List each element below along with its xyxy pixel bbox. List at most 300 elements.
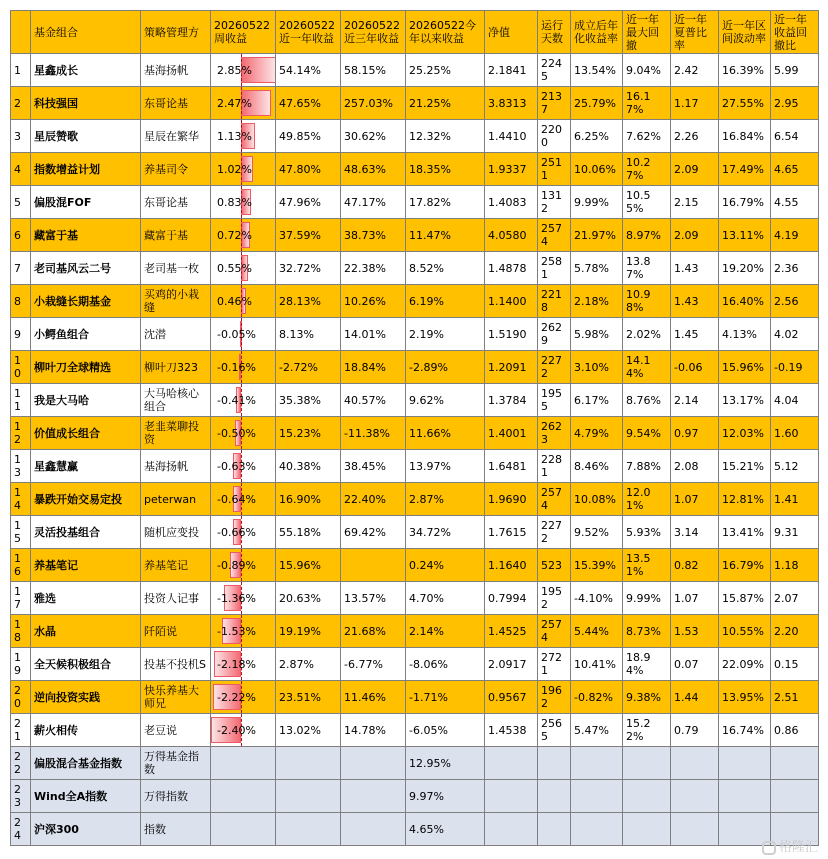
cell-weekly-return xyxy=(211,780,276,813)
cell-3y-return xyxy=(341,780,406,813)
cell-max-drawdown: 9.99% xyxy=(623,582,671,615)
cell-max-drawdown xyxy=(623,780,671,813)
cell-3y-return: -6.77% xyxy=(341,648,406,681)
cell-index: 24 xyxy=(11,813,31,846)
benchmark-row xyxy=(11,813,819,846)
cell-ytd-return: 2.14% xyxy=(406,615,485,648)
cell-sharpe: 1.07 xyxy=(671,582,719,615)
cell-ytd-return: 2.87% xyxy=(406,483,485,516)
cell-3y-return: 11.46% xyxy=(341,681,406,714)
header-annualized: 成立后年化收益率 xyxy=(571,11,623,54)
cell-sharpe: 2.09 xyxy=(671,219,719,252)
cell-sharpe: 0.82 xyxy=(671,549,719,582)
cell-volatility: 13.11% xyxy=(719,219,771,252)
table-row xyxy=(11,219,819,252)
cell-return-drawdown: 9.31 xyxy=(771,516,819,549)
header-index xyxy=(11,11,31,54)
cell-1y-return: 13.02% xyxy=(276,714,341,747)
cell-sharpe: 2.14 xyxy=(671,384,719,417)
cell-3y-return: 30.62% xyxy=(341,120,406,153)
cell-return-drawdown: -0.19 xyxy=(771,351,819,384)
cell-ytd-return: 11.47% xyxy=(406,219,485,252)
cell-fund-name: 星鑫慧赢 xyxy=(31,450,141,483)
header-row xyxy=(11,11,819,54)
cell-fund-name: 小栽缝长期基金 xyxy=(31,285,141,318)
cell-nav: 1.4538 xyxy=(485,714,538,747)
cell-annualized: 21.97% xyxy=(571,219,623,252)
cell-weekly-return xyxy=(211,219,276,252)
cell-1y-return: 32.72% xyxy=(276,252,341,285)
cell-3y-return xyxy=(341,813,406,846)
cell-ytd-return: 25.25% xyxy=(406,54,485,87)
watermark-text: 格隆汇 xyxy=(778,840,818,855)
cell-manager: 基海扬帆 xyxy=(141,54,211,87)
cell-volatility xyxy=(719,780,771,813)
cell-return-drawdown: 6.54 xyxy=(771,120,819,153)
cell-sharpe: -0.06 xyxy=(671,351,719,384)
cell-fund-name: 星辰赞歌 xyxy=(31,120,141,153)
cell-manager: 买鸡的小栽缝 xyxy=(141,285,211,318)
cell-days: 2245 xyxy=(538,54,571,87)
cell-3y-return: 18.84% xyxy=(341,351,406,384)
cell-3y-return: 21.68% xyxy=(341,615,406,648)
cell-annualized: 9.99% xyxy=(571,186,623,219)
fund-portfolio-table xyxy=(10,10,819,846)
cell-nav: 1.4001 xyxy=(485,417,538,450)
cell-sharpe: 2.09 xyxy=(671,153,719,186)
cell-1y-return: 20.63% xyxy=(276,582,341,615)
cell-weekly-return xyxy=(211,417,276,450)
cell-manager: 养基司令 xyxy=(141,153,211,186)
cell-weekly-return xyxy=(211,450,276,483)
cell-1y-return: 2.87% xyxy=(276,648,341,681)
cell-1y-return: 55.18% xyxy=(276,516,341,549)
cell-max-drawdown xyxy=(623,813,671,846)
table-row xyxy=(11,318,819,351)
cell-ytd-return: 18.35% xyxy=(406,153,485,186)
cell-ytd-return: -1.71% xyxy=(406,681,485,714)
cell-max-drawdown: 9.54% xyxy=(623,417,671,450)
cell-max-drawdown: 14.14% xyxy=(623,351,671,384)
cell-manager: 基海扬帆 xyxy=(141,450,211,483)
weekly-return-value: 2.47% xyxy=(217,96,252,110)
weekly-return-value: -2.40% xyxy=(217,723,256,737)
cell-days: 1962 xyxy=(538,681,571,714)
table-row xyxy=(11,54,819,87)
cell-annualized: 25.79% xyxy=(571,87,623,120)
cell-sharpe: 2.08 xyxy=(671,450,719,483)
weekly-return-value: 0.46% xyxy=(217,294,252,308)
cell-max-drawdown: 16.17% xyxy=(623,87,671,120)
cell-sharpe: 3.14 xyxy=(671,516,719,549)
cell-days: 2565 xyxy=(538,714,571,747)
cell-weekly-return xyxy=(211,54,276,87)
weekly-return-value: 1.02% xyxy=(217,162,252,176)
cell-max-drawdown: 9.38% xyxy=(623,681,671,714)
cell-volatility: 16.40% xyxy=(719,285,771,318)
cell-3y-return: 14.01% xyxy=(341,318,406,351)
cell-days: 2574 xyxy=(538,219,571,252)
cell-annualized: 5.44% xyxy=(571,615,623,648)
cell-nav: 3.8313 xyxy=(485,87,538,120)
cell-volatility: 13.41% xyxy=(719,516,771,549)
cell-3y-return: 40.57% xyxy=(341,384,406,417)
cell-max-drawdown: 13.51% xyxy=(623,549,671,582)
cell-days: 1312 xyxy=(538,186,571,219)
cell-manager: 指数 xyxy=(141,813,211,846)
cell-annualized: 5.98% xyxy=(571,318,623,351)
cell-index: 18 xyxy=(11,615,31,648)
cell-1y-return: 54.14% xyxy=(276,54,341,87)
cell-fund-name: 科技强国 xyxy=(31,87,141,120)
cell-3y-return: 69.42% xyxy=(341,516,406,549)
cell-volatility: 15.96% xyxy=(719,351,771,384)
cell-index: 2 xyxy=(11,87,31,120)
cell-nav: 1.9690 xyxy=(485,483,538,516)
cell-nav: 4.0580 xyxy=(485,219,538,252)
cell-ytd-return: 13.97% xyxy=(406,450,485,483)
cell-3y-return: 48.63% xyxy=(341,153,406,186)
cell-weekly-return xyxy=(211,615,276,648)
cell-manager: 柳叶刀323 xyxy=(141,351,211,384)
cell-1y-return: 47.80% xyxy=(276,153,341,186)
header-weekly-return: 20260522周收益 xyxy=(211,11,276,54)
cell-sharpe: 0.97 xyxy=(671,417,719,450)
cell-nav: 1.1400 xyxy=(485,285,538,318)
header-return-drawdown: 近一年收益回撤比 xyxy=(771,11,819,54)
cell-nav: 0.7994 xyxy=(485,582,538,615)
table-row xyxy=(11,120,819,153)
cell-volatility: 16.79% xyxy=(719,549,771,582)
header-nav: 净值 xyxy=(485,11,538,54)
cell-index: 20 xyxy=(11,681,31,714)
cell-annualized: 5.78% xyxy=(571,252,623,285)
cell-return-drawdown: 2.20 xyxy=(771,615,819,648)
cell-annualized xyxy=(571,780,623,813)
cell-nav: 1.4525 xyxy=(485,615,538,648)
cell-fund-name: 星鑫成长 xyxy=(31,54,141,87)
header-max-drawdown: 近一年最大回撤 xyxy=(623,11,671,54)
cell-return-drawdown: 4.02 xyxy=(771,318,819,351)
cell-ytd-return: 17.82% xyxy=(406,186,485,219)
header-sharpe: 近一年夏普比率 xyxy=(671,11,719,54)
cell-return-drawdown: 1.41 xyxy=(771,483,819,516)
cell-nav: 1.4083 xyxy=(485,186,538,219)
cell-fund-name: 雅选 xyxy=(31,582,141,615)
cell-return-drawdown: 2.95 xyxy=(771,87,819,120)
cell-weekly-return xyxy=(211,648,276,681)
cell-1y-return: 40.38% xyxy=(276,450,341,483)
cell-return-drawdown: 2.51 xyxy=(771,681,819,714)
weekly-return-value: -0.89% xyxy=(217,558,256,572)
cell-weekly-return xyxy=(211,582,276,615)
table-row xyxy=(11,351,819,384)
cell-volatility: 16.79% xyxy=(719,186,771,219)
cell-volatility: 19.20% xyxy=(719,252,771,285)
cell-days xyxy=(538,813,571,846)
cell-1y-return: 28.13% xyxy=(276,285,341,318)
cell-volatility: 15.21% xyxy=(719,450,771,483)
table-row xyxy=(11,450,819,483)
cell-ytd-return: 21.25% xyxy=(406,87,485,120)
cell-days: 2218 xyxy=(538,285,571,318)
cell-annualized: -4.10% xyxy=(571,582,623,615)
cell-nav: 0.9567 xyxy=(485,681,538,714)
cell-1y-return: 15.96% xyxy=(276,549,341,582)
cell-ytd-return: 9.97% xyxy=(406,780,485,813)
cell-index: 9 xyxy=(11,318,31,351)
cell-fund-name: 藏富于基 xyxy=(31,219,141,252)
cell-weekly-return xyxy=(211,186,276,219)
cell-index: 10 xyxy=(11,351,31,384)
weekly-return-value: 2.85% xyxy=(217,63,252,77)
cell-max-drawdown: 7.88% xyxy=(623,450,671,483)
cell-volatility: 13.95% xyxy=(719,681,771,714)
cell-volatility: 16.74% xyxy=(719,714,771,747)
cell-index: 5 xyxy=(11,186,31,219)
table-body xyxy=(11,54,819,846)
table-row xyxy=(11,384,819,417)
cell-manager: 养基笔记 xyxy=(141,549,211,582)
cell-weekly-return xyxy=(211,681,276,714)
cell-volatility: 16.84% xyxy=(719,120,771,153)
cell-return-drawdown xyxy=(771,747,819,780)
cell-manager: 东哥论基 xyxy=(141,186,211,219)
cell-index: 7 xyxy=(11,252,31,285)
weekly-return-value: -1.53% xyxy=(217,624,256,638)
cell-volatility: 15.87% xyxy=(719,582,771,615)
cell-3y-return: -11.38% xyxy=(341,417,406,450)
cell-3y-return xyxy=(341,549,406,582)
cell-max-drawdown: 5.93% xyxy=(623,516,671,549)
cell-weekly-return xyxy=(211,516,276,549)
cell-max-drawdown: 13.87% xyxy=(623,252,671,285)
cell-volatility: 13.17% xyxy=(719,384,771,417)
cell-return-drawdown: 1.60 xyxy=(771,417,819,450)
cell-fund-name: 全天候积极组合 xyxy=(31,648,141,681)
cell-1y-return: 19.19% xyxy=(276,615,341,648)
table-row xyxy=(11,87,819,120)
cell-index: 8 xyxy=(11,285,31,318)
cell-weekly-return xyxy=(211,813,276,846)
cell-weekly-return xyxy=(211,747,276,780)
cell-sharpe: 0.79 xyxy=(671,714,719,747)
cell-ytd-return: 12.95% xyxy=(406,747,485,780)
table-row xyxy=(11,252,819,285)
cell-3y-return: 14.78% xyxy=(341,714,406,747)
cell-max-drawdown: 7.62% xyxy=(623,120,671,153)
cell-manager: 藏富于基 xyxy=(141,219,211,252)
cell-days xyxy=(538,780,571,813)
cell-max-drawdown: 12.01% xyxy=(623,483,671,516)
cell-max-drawdown: 10.55% xyxy=(623,186,671,219)
cell-manager: 老司基一枚 xyxy=(141,252,211,285)
weekly-return-value: -0.16% xyxy=(217,360,256,374)
cell-fund-name: 养基笔记 xyxy=(31,549,141,582)
cell-return-drawdown: 4.55 xyxy=(771,186,819,219)
benchmark-row xyxy=(11,780,819,813)
cell-3y-return: 47.17% xyxy=(341,186,406,219)
cell-1y-return: 37.59% xyxy=(276,219,341,252)
table-row xyxy=(11,285,819,318)
cell-index: 4 xyxy=(11,153,31,186)
weekly-return-value: -0.64% xyxy=(217,492,256,506)
cell-ytd-return: -6.05% xyxy=(406,714,485,747)
cell-annualized: 2.18% xyxy=(571,285,623,318)
cell-volatility xyxy=(719,747,771,780)
cell-max-drawdown: 18.94% xyxy=(623,648,671,681)
cell-days: 1955 xyxy=(538,384,571,417)
cell-index: 6 xyxy=(11,219,31,252)
weekly-return-value: -0.66% xyxy=(217,525,256,539)
cell-index: 19 xyxy=(11,648,31,681)
cell-max-drawdown: 8.73% xyxy=(623,615,671,648)
cell-fund-name: 指数增益计划 xyxy=(31,153,141,186)
cell-sharpe: 1.44 xyxy=(671,681,719,714)
cell-max-drawdown: 8.76% xyxy=(623,384,671,417)
cell-index: 21 xyxy=(11,714,31,747)
cell-annualized: 15.39% xyxy=(571,549,623,582)
header-fund: 基金组合 xyxy=(31,11,141,54)
cell-return-drawdown: 2.56 xyxy=(771,285,819,318)
cell-manager: 投资人记事 xyxy=(141,582,211,615)
cell-ytd-return: 0.24% xyxy=(406,549,485,582)
cell-manager: 东哥论基 xyxy=(141,87,211,120)
header-manager: 策略管理方 xyxy=(141,11,211,54)
weekly-return-value: -1.36% xyxy=(217,591,256,605)
cell-nav: 1.1640 xyxy=(485,549,538,582)
cell-nav: 2.0917 xyxy=(485,648,538,681)
table-row xyxy=(11,714,819,747)
cell-fund-name: 逆向投资实践 xyxy=(31,681,141,714)
cell-sharpe: 1.17 xyxy=(671,87,719,120)
weekly-return-value: -0.50% xyxy=(217,426,256,440)
cell-volatility: 10.55% xyxy=(719,615,771,648)
cell-nav: 1.3784 xyxy=(485,384,538,417)
cell-weekly-return xyxy=(211,351,276,384)
cell-3y-return: 22.38% xyxy=(341,252,406,285)
cell-index: 22 xyxy=(11,747,31,780)
cell-weekly-return xyxy=(211,714,276,747)
cell-nav: 1.4410 xyxy=(485,120,538,153)
cell-1y-return: -2.72% xyxy=(276,351,341,384)
cell-ytd-return: 8.52% xyxy=(406,252,485,285)
cell-sharpe xyxy=(671,813,719,846)
cell-return-drawdown: 4.19 xyxy=(771,219,819,252)
cell-max-drawdown: 10.27% xyxy=(623,153,671,186)
cell-days: 2511 xyxy=(538,153,571,186)
cell-manager: 万得基金指数 xyxy=(141,747,211,780)
weekly-return-value: 0.83% xyxy=(217,195,252,209)
cell-annualized: 13.54% xyxy=(571,54,623,87)
cell-volatility: 27.55% xyxy=(719,87,771,120)
cell-manager: 万得指数 xyxy=(141,780,211,813)
cell-days: 2200 xyxy=(538,120,571,153)
cell-1y-return: 15.23% xyxy=(276,417,341,450)
cell-3y-return: 10.26% xyxy=(341,285,406,318)
cell-index: 16 xyxy=(11,549,31,582)
cell-annualized: 10.08% xyxy=(571,483,623,516)
cell-index: 3 xyxy=(11,120,31,153)
cell-annualized xyxy=(571,813,623,846)
cell-fund-name: 沪深300 xyxy=(31,813,141,846)
cell-return-drawdown: 5.12 xyxy=(771,450,819,483)
cell-days: 2574 xyxy=(538,615,571,648)
cell-sharpe: 2.42 xyxy=(671,54,719,87)
cell-volatility: 22.09% xyxy=(719,648,771,681)
table-row xyxy=(11,186,819,219)
cell-ytd-return: 12.32% xyxy=(406,120,485,153)
cell-volatility: 17.49% xyxy=(719,153,771,186)
weekly-return-value: 1.13% xyxy=(217,129,252,143)
cell-1y-return: 23.51% xyxy=(276,681,341,714)
cell-volatility: 12.03% xyxy=(719,417,771,450)
cell-annualized: 10.06% xyxy=(571,153,623,186)
cell-manager: 沈潜 xyxy=(141,318,211,351)
cell-nav xyxy=(485,747,538,780)
cell-weekly-return xyxy=(211,384,276,417)
cell-3y-return xyxy=(341,747,406,780)
table-row xyxy=(11,153,819,186)
cell-weekly-return xyxy=(211,549,276,582)
cell-index: 1 xyxy=(11,54,31,87)
cell-manager: 老韭菜聊投资 xyxy=(141,417,211,450)
cell-index: 13 xyxy=(11,450,31,483)
cell-return-drawdown: 2.36 xyxy=(771,252,819,285)
header-volatility: 近一年区间波动率 xyxy=(719,11,771,54)
cell-fund-name: Wind全A指数 xyxy=(31,780,141,813)
cell-ytd-return: 6.19% xyxy=(406,285,485,318)
cell-sharpe: 1.43 xyxy=(671,285,719,318)
cell-3y-return: 38.73% xyxy=(341,219,406,252)
cell-weekly-return xyxy=(211,120,276,153)
cell-volatility: 16.39% xyxy=(719,54,771,87)
cell-return-drawdown: 1.18 xyxy=(771,549,819,582)
cell-3y-return: 22.40% xyxy=(341,483,406,516)
cell-weekly-return xyxy=(211,252,276,285)
gelonghui-logo-icon xyxy=(762,841,776,855)
cell-manager: 星辰在繁华 xyxy=(141,120,211,153)
cell-annualized xyxy=(571,747,623,780)
cell-1y-return: 49.85% xyxy=(276,120,341,153)
cell-annualized: 6.25% xyxy=(571,120,623,153)
cell-return-drawdown: 2.07 xyxy=(771,582,819,615)
cell-fund-name: 暴跌开始交易定投 xyxy=(31,483,141,516)
cell-nav: 1.7615 xyxy=(485,516,538,549)
table-row xyxy=(11,483,819,516)
cell-1y-return: 35.38% xyxy=(276,384,341,417)
cell-return-drawdown: 4.65 xyxy=(771,153,819,186)
cell-ytd-return: 34.72% xyxy=(406,516,485,549)
cell-manager: 投基不投机S xyxy=(141,648,211,681)
cell-manager: 老豆说 xyxy=(141,714,211,747)
weekly-return-value: 0.55% xyxy=(217,261,252,275)
table-row xyxy=(11,615,819,648)
cell-manager: peterwan xyxy=(141,483,211,516)
cell-nav: 1.2091 xyxy=(485,351,538,384)
cell-weekly-return xyxy=(211,318,276,351)
cell-fund-name: 小鳄鱼组合 xyxy=(31,318,141,351)
cell-index: 17 xyxy=(11,582,31,615)
cell-nav: 1.6481 xyxy=(485,450,538,483)
weekly-return-value: -2.22% xyxy=(217,690,256,704)
cell-fund-name: 我是大马哈 xyxy=(31,384,141,417)
cell-sharpe: 2.26 xyxy=(671,120,719,153)
cell-annualized: 6.17% xyxy=(571,384,623,417)
cell-ytd-return: 9.62% xyxy=(406,384,485,417)
cell-nav: 1.5190 xyxy=(485,318,538,351)
cell-1y-return xyxy=(276,780,341,813)
